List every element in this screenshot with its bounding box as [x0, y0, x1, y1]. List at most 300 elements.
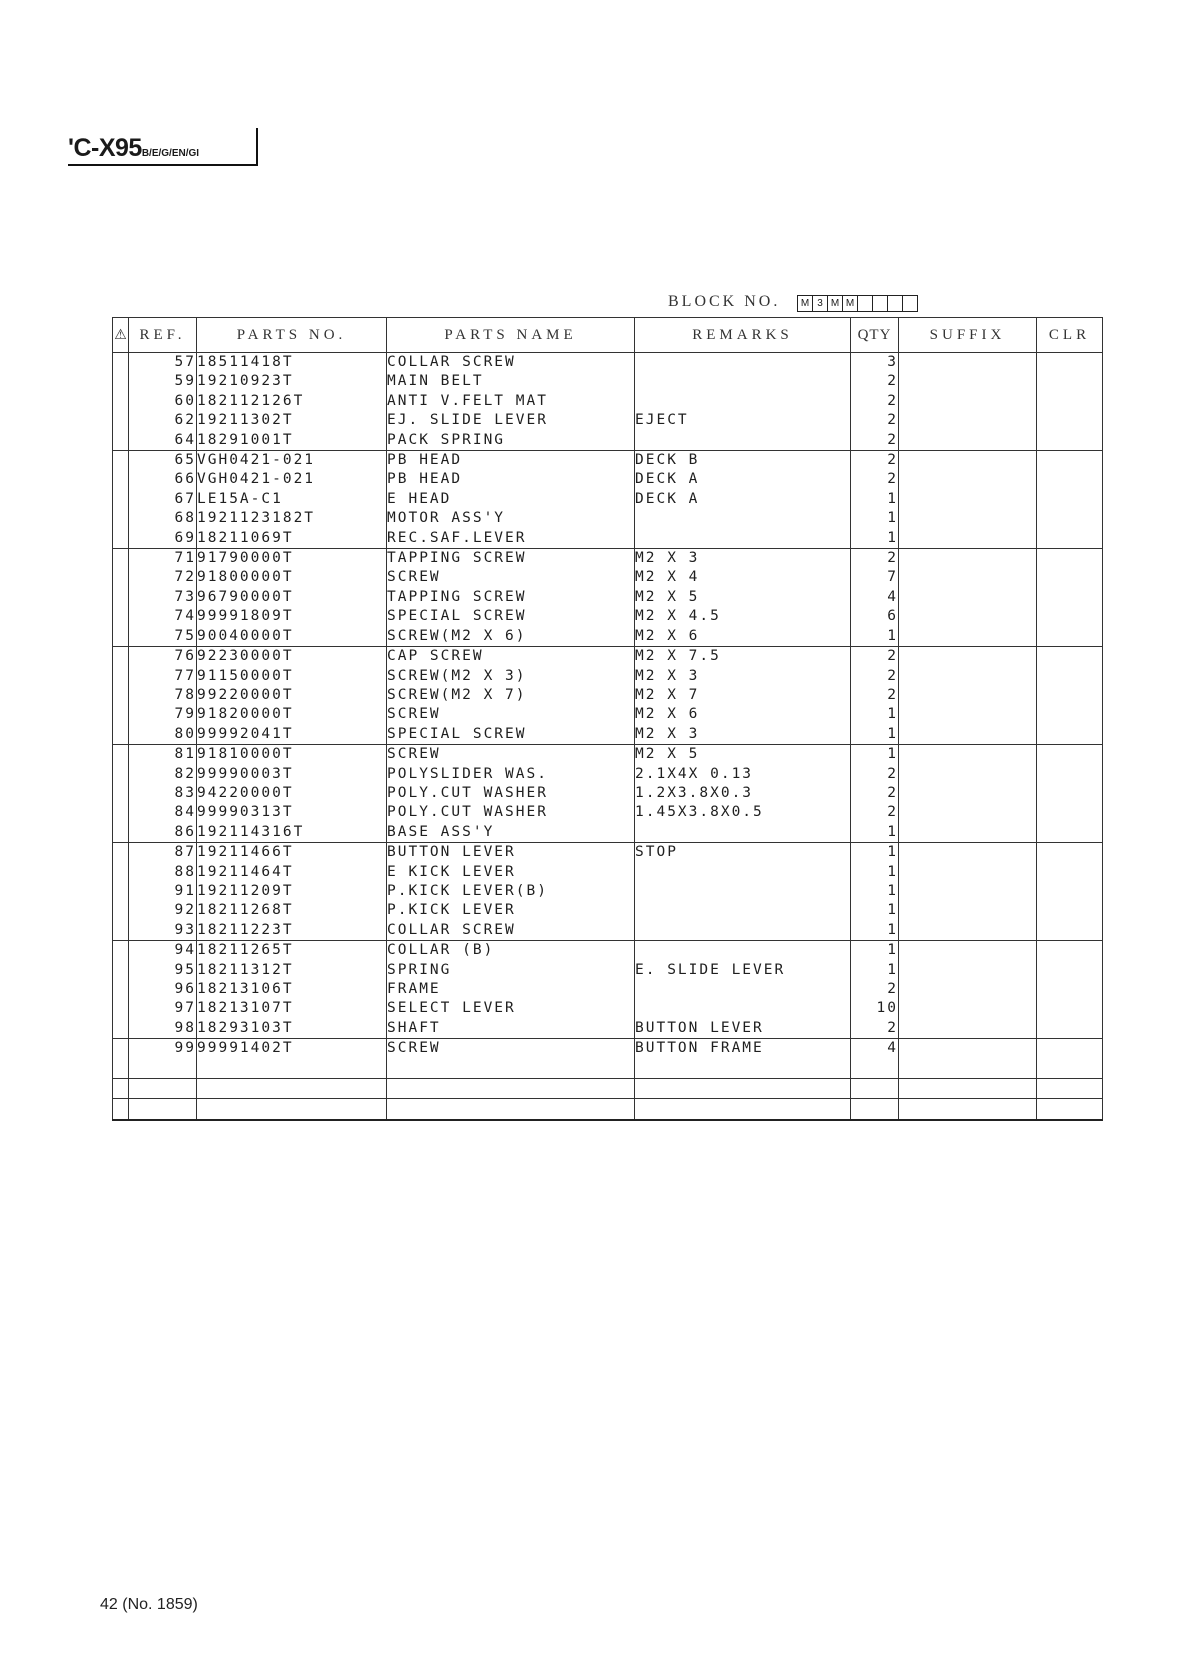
cell-ref: 71 — [129, 549, 197, 569]
cell-qty: 1 — [851, 863, 899, 882]
model-name: 'C-X95 — [68, 134, 142, 162]
blank-cell — [197, 1079, 387, 1099]
cell-suffix — [899, 803, 1037, 822]
blank-cell — [197, 1059, 387, 1079]
table-row — [113, 843, 1103, 863]
blank-cell — [635, 1079, 851, 1099]
cell-warn — [113, 765, 129, 784]
cell-remarks: DECK A — [635, 490, 851, 509]
cell-remarks — [635, 353, 851, 373]
cell-ref: 59 — [129, 372, 197, 391]
cell-remarks: EJECT — [635, 411, 851, 430]
cell-qty: 3 — [851, 353, 899, 373]
cell-remarks: E. SLIDE LEVER — [635, 961, 851, 980]
cell-suffix — [899, 882, 1037, 901]
cell-parts-no: 96790000T — [197, 588, 387, 607]
cell-remarks: M2 X 5 — [635, 588, 851, 607]
cell-parts-no: 18293103T — [197, 1019, 387, 1039]
cell-parts-name: SCREW — [387, 705, 635, 724]
cell-suffix — [899, 490, 1037, 509]
cell-warn — [113, 1039, 129, 1059]
cell-remarks: BUTTON LEVER — [635, 1019, 851, 1039]
cell-qty: 2 — [851, 372, 899, 391]
cell-clr — [1037, 803, 1103, 822]
cell-qty: 1 — [851, 882, 899, 901]
cell-clr — [1037, 863, 1103, 882]
cell-suffix — [899, 549, 1037, 569]
cell-suffix — [899, 686, 1037, 705]
cell-parts-no: 18211223T — [197, 921, 387, 941]
cell-clr — [1037, 745, 1103, 765]
cell-warn — [113, 392, 129, 411]
cell-parts-no: 19211464T — [197, 863, 387, 882]
cell-parts-no: 91790000T — [197, 549, 387, 569]
table-row — [113, 803, 1103, 822]
cell-parts-name: REC.SAF.LEVER — [387, 529, 635, 549]
cell-parts-no: 18211312T — [197, 961, 387, 980]
cell-ref: 98 — [129, 1019, 197, 1039]
col-header-ref: REF. — [129, 318, 197, 353]
blank-cell — [899, 1059, 1037, 1079]
cell-clr — [1037, 1019, 1103, 1039]
cell-qty: 2 — [851, 647, 899, 667]
cell-clr — [1037, 823, 1103, 843]
cell-warn — [113, 882, 129, 901]
cell-remarks: M2 X 4 — [635, 568, 851, 587]
cell-qty: 1 — [851, 490, 899, 509]
blank-cell — [129, 1059, 197, 1079]
cell-remarks — [635, 863, 851, 882]
cell-parts-name: COLLAR (B) — [387, 941, 635, 961]
cell-parts-name: COLLAR SCREW — [387, 921, 635, 941]
cell-suffix — [899, 529, 1037, 549]
table-row — [113, 901, 1103, 920]
block-number-label: BLOCK NO. — [668, 293, 781, 310]
cell-clr — [1037, 1039, 1103, 1059]
cell-parts-name: POLY.CUT WASHER — [387, 803, 635, 822]
cell-warn — [113, 686, 129, 705]
block-box — [902, 295, 918, 312]
blank-cell — [851, 1059, 899, 1079]
cell-warn — [113, 725, 129, 745]
cell-remarks: DECK B — [635, 451, 851, 471]
table-row — [113, 451, 1103, 471]
table-row — [113, 627, 1103, 647]
cell-parts-name: BUTTON LEVER — [387, 843, 635, 863]
cell-remarks — [635, 509, 851, 528]
cell-ref: 69 — [129, 529, 197, 549]
cell-parts-name: SELECT LEVER — [387, 999, 635, 1018]
cell-clr — [1037, 490, 1103, 509]
model-title — [68, 134, 199, 163]
cell-parts-name: FRAME — [387, 980, 635, 999]
cell-parts-name: TAPPING SCREW — [387, 588, 635, 607]
cell-parts-name: PACK SPRING — [387, 431, 635, 451]
cell-qty: 2 — [851, 980, 899, 999]
block-box: M — [827, 295, 843, 312]
cell-clr — [1037, 882, 1103, 901]
cell-parts-name: MOTOR ASS'Y — [387, 509, 635, 528]
cell-remarks: 1.45X3.8X0.5 — [635, 803, 851, 822]
cell-suffix — [899, 647, 1037, 667]
table-row — [113, 1039, 1103, 1059]
cell-qty: 1 — [851, 823, 899, 843]
cell-ref: 79 — [129, 705, 197, 724]
cell-parts-name: SCREW — [387, 1039, 635, 1059]
table-header-row — [113, 318, 1103, 353]
blank-cell — [387, 1099, 635, 1120]
cell-warn — [113, 372, 129, 391]
cell-parts-no: 18213106T — [197, 980, 387, 999]
cell-parts-no: 18213107T — [197, 999, 387, 1018]
cell-ref: 95 — [129, 961, 197, 980]
cell-parts-no: 91810000T — [197, 745, 387, 765]
cell-parts-name: SPECIAL SCREW — [387, 725, 635, 745]
cell-parts-name: BASE ASS'Y — [387, 823, 635, 843]
cell-parts-name: POLYSLIDER WAS. — [387, 765, 635, 784]
table-row — [113, 431, 1103, 451]
cell-remarks: M2 X 6 — [635, 705, 851, 724]
cell-clr — [1037, 353, 1103, 373]
cell-parts-no: 18211268T — [197, 901, 387, 920]
col-header-remarks: REMARKS — [635, 318, 851, 353]
col-header-clr: CLR — [1037, 318, 1103, 353]
blank-cell — [113, 1079, 129, 1099]
cell-parts-no: 99990313T — [197, 803, 387, 822]
model-header — [68, 128, 258, 166]
blank-cell — [635, 1099, 851, 1120]
cell-suffix — [899, 607, 1037, 626]
cell-parts-name: COLLAR SCREW — [387, 353, 635, 373]
cell-ref: 77 — [129, 667, 197, 686]
cell-suffix — [899, 784, 1037, 803]
cell-clr — [1037, 627, 1103, 647]
cell-qty: 1 — [851, 725, 899, 745]
cell-qty: 2 — [851, 686, 899, 705]
cell-clr — [1037, 392, 1103, 411]
cell-qty: 1 — [851, 705, 899, 724]
cell-parts-name: PB HEAD — [387, 470, 635, 489]
cell-suffix — [899, 451, 1037, 471]
cell-remarks — [635, 999, 851, 1018]
cell-suffix — [899, 1039, 1037, 1059]
cell-warn — [113, 549, 129, 569]
cell-parts-no: LE15A-C1 — [197, 490, 387, 509]
cell-ref: 72 — [129, 568, 197, 587]
cell-suffix — [899, 941, 1037, 961]
cell-warn — [113, 863, 129, 882]
cell-clr — [1037, 941, 1103, 961]
cell-clr — [1037, 411, 1103, 430]
table-row — [113, 607, 1103, 626]
cell-parts-name: TAPPING SCREW — [387, 549, 635, 569]
cell-clr — [1037, 784, 1103, 803]
cell-parts-name: EJ. SLIDE LEVER — [387, 411, 635, 430]
table-row — [113, 705, 1103, 724]
cell-parts-no: 99991402T — [197, 1039, 387, 1059]
cell-remarks — [635, 823, 851, 843]
table-row — [113, 921, 1103, 941]
cell-warn — [113, 901, 129, 920]
cell-clr — [1037, 647, 1103, 667]
table-row — [113, 509, 1103, 528]
cell-suffix — [899, 353, 1037, 373]
cell-ref: 96 — [129, 980, 197, 999]
cell-warn — [113, 980, 129, 999]
table-row — [113, 549, 1103, 569]
blank-cell — [113, 1059, 129, 1079]
block-box: M — [797, 295, 813, 312]
blank-cell — [851, 1079, 899, 1099]
cell-parts-no: VGH0421-021 — [197, 470, 387, 489]
blank-cell — [635, 1059, 851, 1079]
cell-parts-no: 19211466T — [197, 843, 387, 863]
blank-row — [113, 1059, 1103, 1079]
cell-remarks — [635, 372, 851, 391]
table-body — [113, 353, 1103, 1120]
col-header-suffix: SUFFIX — [899, 318, 1037, 353]
cell-qty: 1 — [851, 921, 899, 941]
cell-ref: 57 — [129, 353, 197, 373]
cell-warn — [113, 509, 129, 528]
cell-remarks — [635, 980, 851, 999]
block-box — [857, 295, 873, 312]
blank-row — [113, 1079, 1103, 1099]
col-header-parts-name: PARTS NAME — [387, 318, 635, 353]
cell-suffix — [899, 627, 1037, 647]
cell-suffix — [899, 411, 1037, 430]
cell-clr — [1037, 451, 1103, 471]
blank-cell — [1037, 1099, 1103, 1120]
cell-ref: 84 — [129, 803, 197, 822]
cell-clr — [1037, 999, 1103, 1018]
cell-warn — [113, 431, 129, 451]
cell-clr — [1037, 431, 1103, 451]
cell-parts-no: 18511418T — [197, 353, 387, 373]
blank-row — [113, 1099, 1103, 1120]
cell-ref: 67 — [129, 490, 197, 509]
cell-warn — [113, 490, 129, 509]
cell-ref: 92 — [129, 901, 197, 920]
cell-parts-no: 192114316T — [197, 823, 387, 843]
blank-cell — [387, 1059, 635, 1079]
blank-cell — [1037, 1059, 1103, 1079]
cell-remarks: 2.1X4X 0.13 — [635, 765, 851, 784]
cell-parts-name: SCREW — [387, 745, 635, 765]
cell-qty: 1 — [851, 529, 899, 549]
cell-clr — [1037, 509, 1103, 528]
cell-suffix — [899, 980, 1037, 999]
cell-warn — [113, 843, 129, 863]
cell-suffix — [899, 470, 1037, 489]
cell-remarks: M2 X 3 — [635, 667, 851, 686]
cell-parts-no: 1921123182T — [197, 509, 387, 528]
table-row — [113, 999, 1103, 1018]
cell-ref: 97 — [129, 999, 197, 1018]
cell-suffix — [899, 961, 1037, 980]
cell-clr — [1037, 529, 1103, 549]
table-row — [113, 725, 1103, 745]
cell-ref: 91 — [129, 882, 197, 901]
cell-suffix — [899, 921, 1037, 941]
cell-ref: 81 — [129, 745, 197, 765]
table-row — [113, 980, 1103, 999]
table-row — [113, 784, 1103, 803]
cell-suffix — [899, 705, 1037, 724]
cell-remarks: 1.2X3.8X0.3 — [635, 784, 851, 803]
cell-clr — [1037, 372, 1103, 391]
block-number-boxes — [798, 295, 918, 312]
cell-parts-no: 94220000T — [197, 784, 387, 803]
blank-cell — [899, 1079, 1037, 1099]
cell-parts-name: P.KICK LEVER — [387, 901, 635, 920]
cell-qty: 2 — [851, 784, 899, 803]
cell-qty: 4 — [851, 588, 899, 607]
cell-qty: 1 — [851, 843, 899, 863]
cell-parts-no: 99991809T — [197, 607, 387, 626]
cell-parts-name: POLY.CUT WASHER — [387, 784, 635, 803]
cell-parts-no: 182112126T — [197, 392, 387, 411]
cell-parts-name: SCREW(M2 X 3) — [387, 667, 635, 686]
cell-remarks: STOP — [635, 843, 851, 863]
cell-parts-no: VGH0421-021 — [197, 451, 387, 471]
cell-ref: 88 — [129, 863, 197, 882]
table-row — [113, 686, 1103, 705]
cell-qty: 2 — [851, 392, 899, 411]
cell-remarks: DECK A — [635, 470, 851, 489]
cell-warn — [113, 784, 129, 803]
cell-warn — [113, 353, 129, 373]
cell-qty: 2 — [851, 431, 899, 451]
cell-warn — [113, 451, 129, 471]
cell-remarks — [635, 901, 851, 920]
cell-parts-no: 99220000T — [197, 686, 387, 705]
cell-warn — [113, 667, 129, 686]
col-header-qty: QTY — [851, 318, 899, 353]
cell-clr — [1037, 568, 1103, 587]
table-row — [113, 647, 1103, 667]
cell-ref: 75 — [129, 627, 197, 647]
cell-warn — [113, 1019, 129, 1039]
cell-suffix — [899, 765, 1037, 784]
cell-warn — [113, 823, 129, 843]
cell-parts-no: 91820000T — [197, 705, 387, 724]
cell-warn — [113, 529, 129, 549]
cell-parts-name: ANTI V.FELT MAT — [387, 392, 635, 411]
cell-suffix — [899, 372, 1037, 391]
cell-suffix — [899, 568, 1037, 587]
cell-parts-no: 90040000T — [197, 627, 387, 647]
cell-parts-no: 19210923T — [197, 372, 387, 391]
cell-suffix — [899, 725, 1037, 745]
cell-remarks: M2 X 5 — [635, 745, 851, 765]
cell-parts-no: 91800000T — [197, 568, 387, 587]
blank-cell — [129, 1079, 197, 1099]
cell-warn — [113, 411, 129, 430]
table-row — [113, 863, 1103, 882]
cell-parts-no: 18211265T — [197, 941, 387, 961]
cell-parts-no: 99992041T — [197, 725, 387, 745]
blank-cell — [851, 1099, 899, 1120]
cell-remarks — [635, 431, 851, 451]
cell-parts-name: MAIN BELT — [387, 372, 635, 391]
cell-clr — [1037, 667, 1103, 686]
cell-clr — [1037, 607, 1103, 626]
cell-clr — [1037, 843, 1103, 863]
cell-ref: 68 — [129, 509, 197, 528]
cell-suffix — [899, 588, 1037, 607]
table-row — [113, 882, 1103, 901]
table-row — [113, 490, 1103, 509]
cell-warn — [113, 803, 129, 822]
blank-cell — [113, 1099, 129, 1120]
cell-qty: 2 — [851, 411, 899, 430]
cell-qty: 1 — [851, 745, 899, 765]
table-row — [113, 1019, 1103, 1039]
cell-clr — [1037, 961, 1103, 980]
cell-warn — [113, 745, 129, 765]
cell-suffix — [899, 823, 1037, 843]
cell-qty: 2 — [851, 765, 899, 784]
parts-list-table — [112, 317, 1103, 1121]
col-header-parts-no: PARTS NO. — [197, 318, 387, 353]
cell-clr — [1037, 980, 1103, 999]
cell-qty: 1 — [851, 627, 899, 647]
blank-cell — [1037, 1079, 1103, 1099]
table-row — [113, 941, 1103, 961]
cell-qty: 1 — [851, 941, 899, 961]
cell-ref: 62 — [129, 411, 197, 430]
blank-cell — [197, 1099, 387, 1120]
cell-suffix — [899, 1019, 1037, 1039]
table-row — [113, 529, 1103, 549]
cell-warn — [113, 607, 129, 626]
cell-parts-name: PB HEAD — [387, 451, 635, 471]
cell-clr — [1037, 588, 1103, 607]
table-row — [113, 667, 1103, 686]
cell-parts-no: 19211209T — [197, 882, 387, 901]
cell-parts-no: 18211069T — [197, 529, 387, 549]
cell-suffix — [899, 509, 1037, 528]
cell-parts-no: 19211302T — [197, 411, 387, 430]
cell-clr — [1037, 686, 1103, 705]
cell-ref: 78 — [129, 686, 197, 705]
cell-qty: 2 — [851, 803, 899, 822]
cell-clr — [1037, 470, 1103, 489]
block-box: 3 — [812, 295, 828, 312]
cell-remarks: M2 X 7.5 — [635, 647, 851, 667]
cell-qty: 7 — [851, 568, 899, 587]
table-row — [113, 765, 1103, 784]
cell-parts-name: E HEAD — [387, 490, 635, 509]
cell-clr — [1037, 549, 1103, 569]
cell-suffix — [899, 431, 1037, 451]
cell-remarks — [635, 921, 851, 941]
cell-warn — [113, 627, 129, 647]
cell-qty: 1 — [851, 901, 899, 920]
cell-clr — [1037, 765, 1103, 784]
cell-ref: 74 — [129, 607, 197, 626]
cell-warn — [113, 705, 129, 724]
cell-parts-no: 18291001T — [197, 431, 387, 451]
cell-remarks — [635, 882, 851, 901]
cell-warn — [113, 921, 129, 941]
cell-qty: 2 — [851, 549, 899, 569]
cell-remarks — [635, 392, 851, 411]
cell-ref: 86 — [129, 823, 197, 843]
cell-suffix — [899, 392, 1037, 411]
cell-warn — [113, 470, 129, 489]
